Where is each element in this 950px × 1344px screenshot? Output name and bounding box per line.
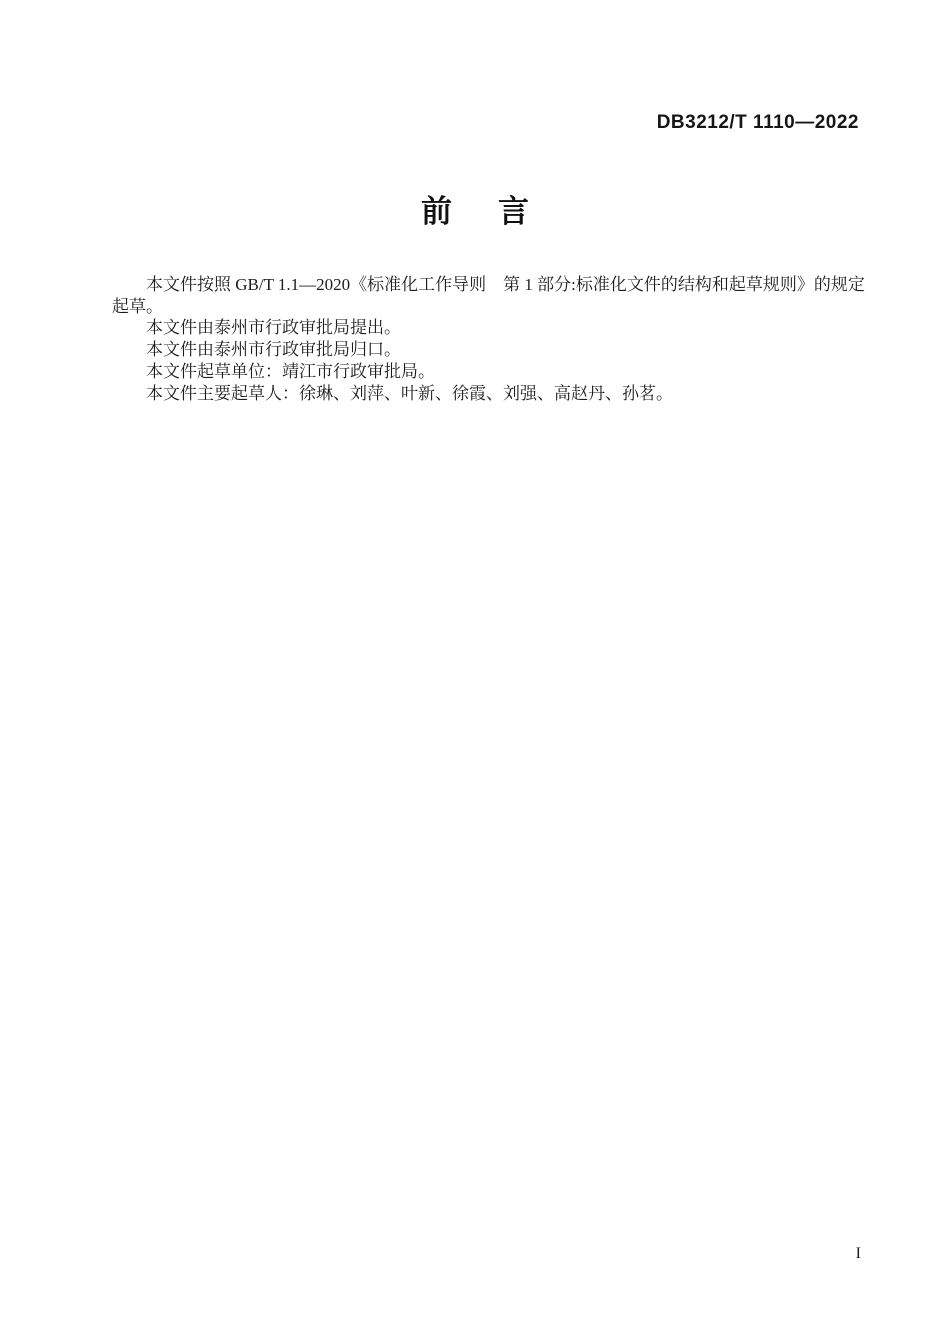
foreword-body [112,274,865,404]
page-number: I [855,1245,861,1262]
paragraph-line: 起草。 [112,296,163,316]
foreword-title-char-2: 言 [498,194,529,229]
standard-code: DB3212/T 1110—2022 [656,112,859,133]
paragraph-main-drafters [112,383,860,405]
paragraph-line: 本文件起草单位：靖江市行政审批局。 [146,361,435,381]
paragraph-under-jurisdiction [112,339,860,361]
paragraph-line: 本文件主要起草人：徐琳、刘萍、叶新、徐霞、刘强、高赵丹、孙茗。 [146,383,673,403]
paragraph-drafting-basis [112,274,865,317]
paragraph-drafting-organization [112,361,860,383]
foreword-title [0,193,950,231]
paragraph-proposed-by [112,317,860,339]
foreword-title-char-1: 前 [421,194,452,229]
paragraph-line: 本文件由泰州市行政审批局归口。 [146,340,401,360]
paragraph-line: 本文件按照 GB/T 1.1—2020《标准化工作导则 第 1 部分:标准化文件的结构和起草规则》的规定 [146,275,865,294]
paragraph-line: 本文件由泰州市行政审批局提出。 [146,318,401,338]
